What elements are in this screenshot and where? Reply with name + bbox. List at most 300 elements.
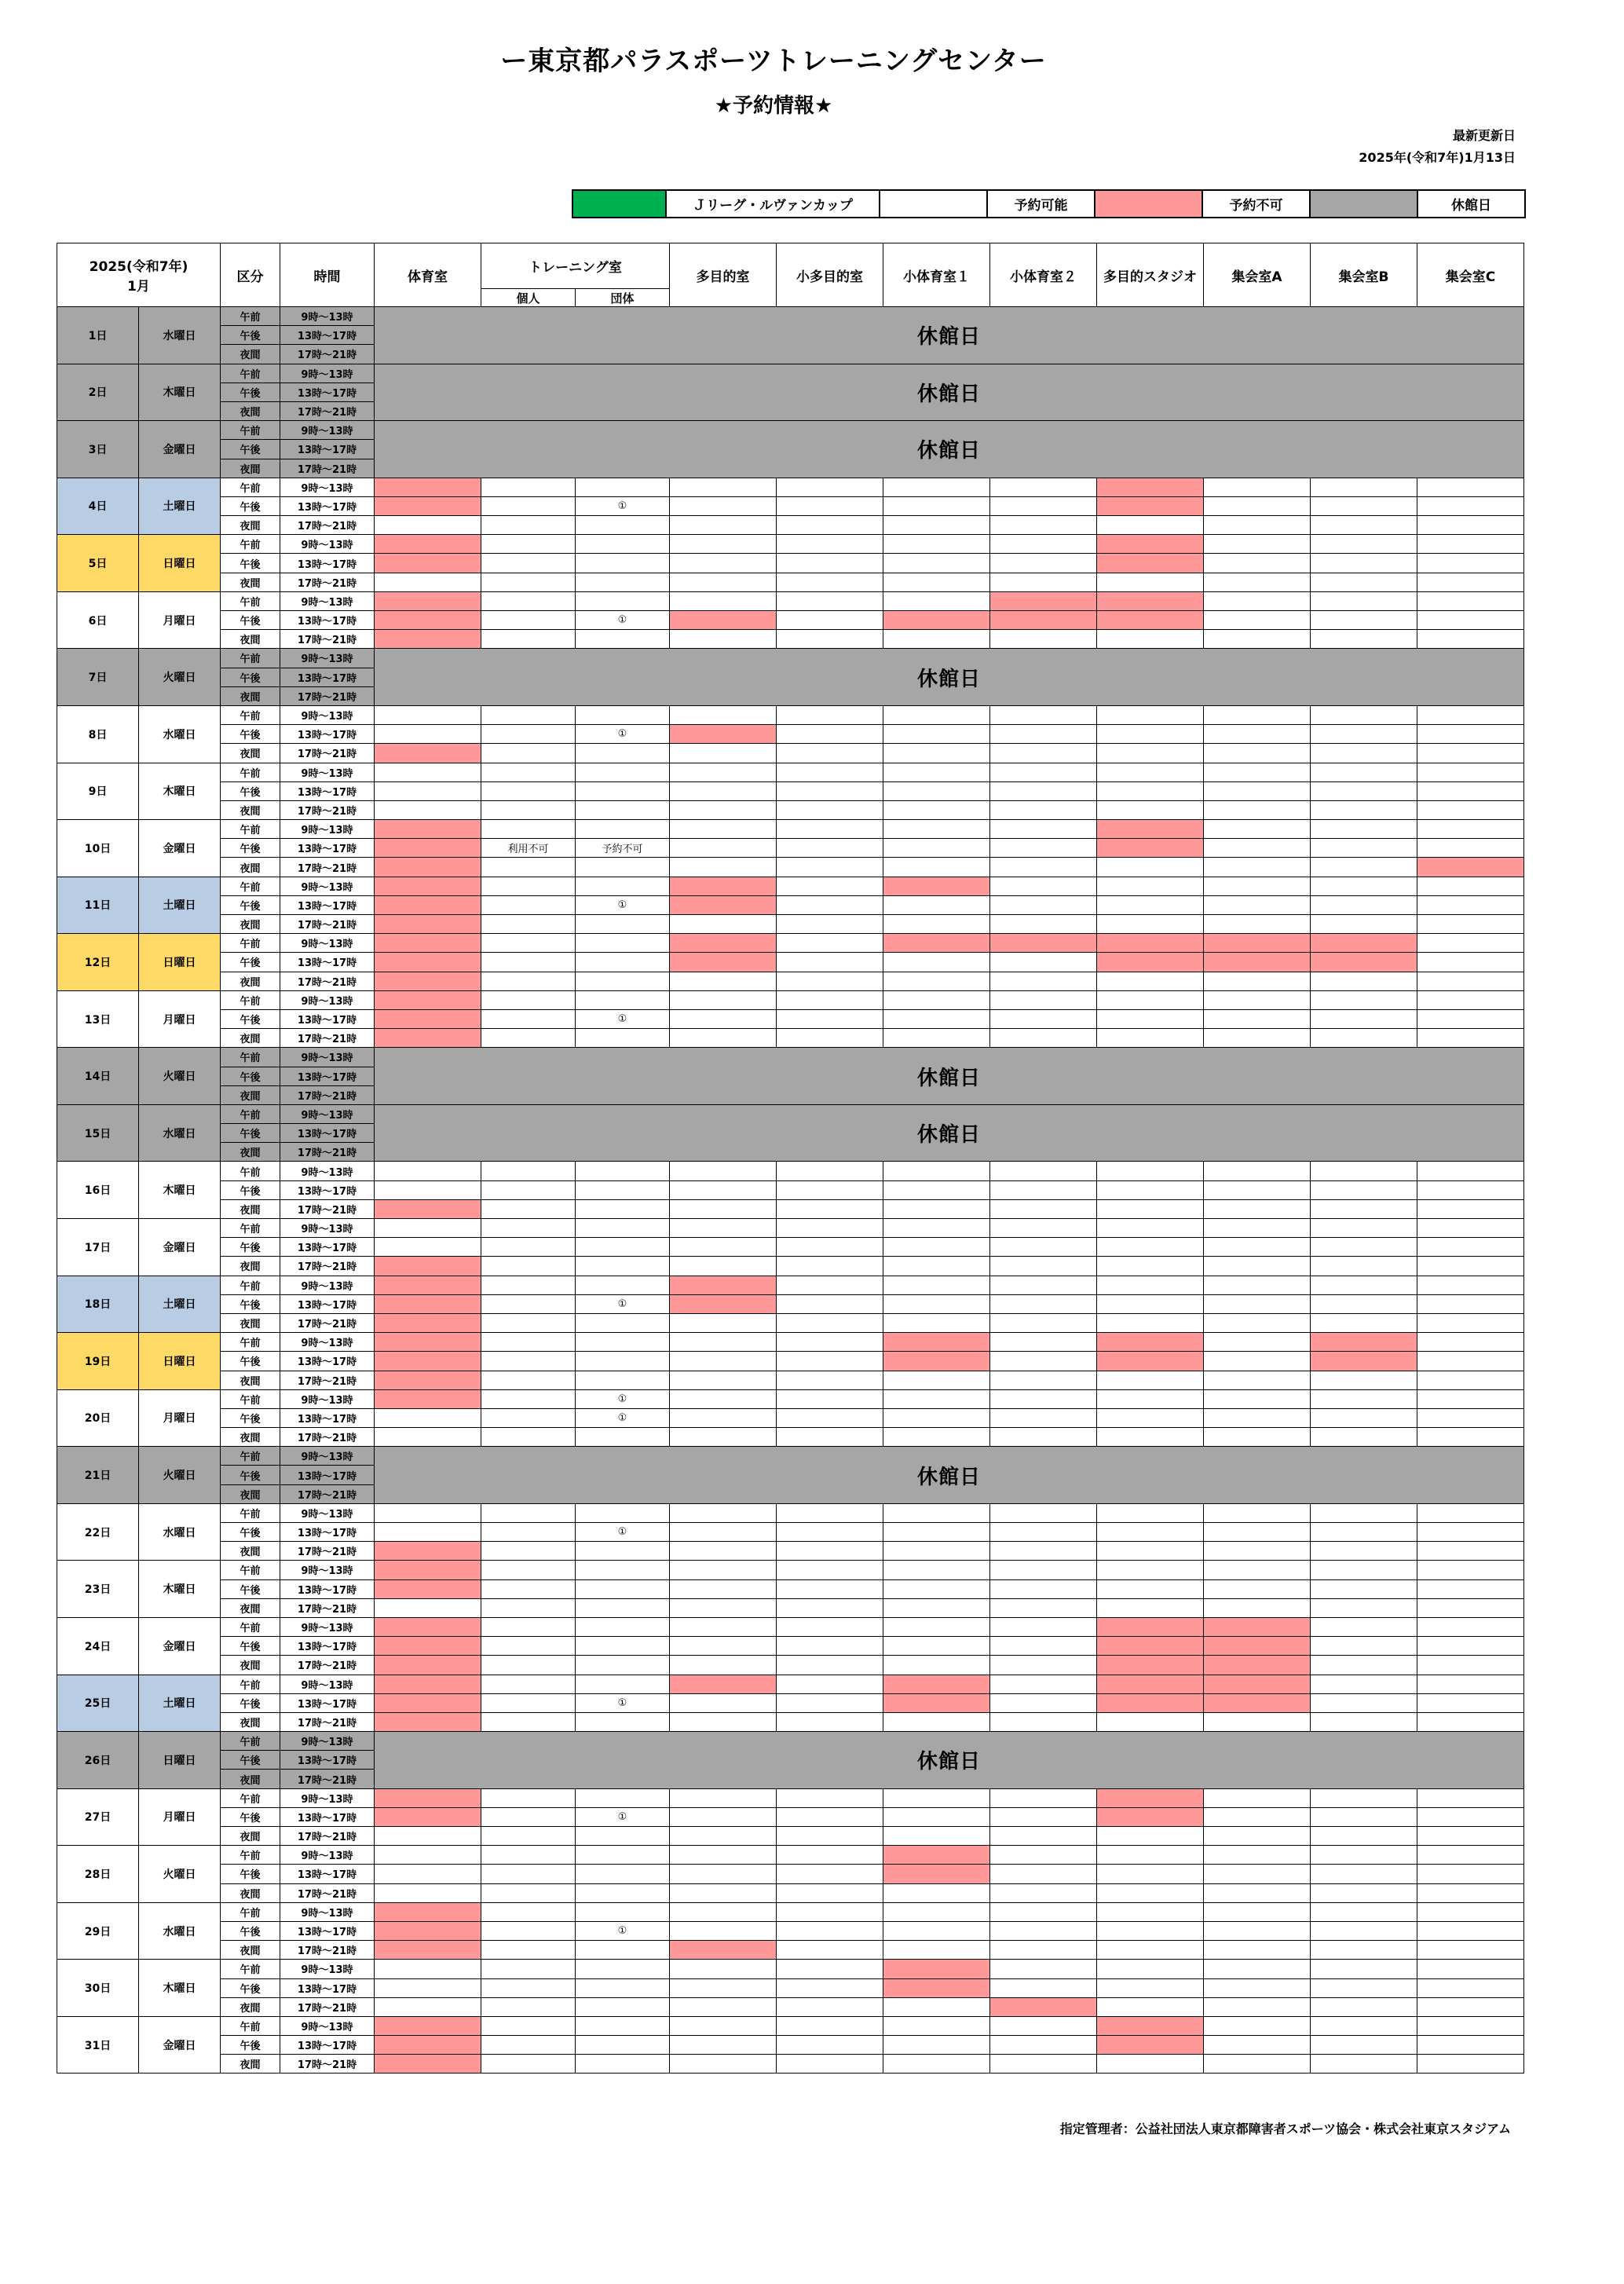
slot-cell[interactable]: [1311, 1542, 1417, 1561]
slot-cell[interactable]: [670, 1542, 777, 1561]
slot-cell-unavailable[interactable]: [375, 1257, 481, 1276]
slot-cell[interactable]: [1417, 1333, 1524, 1352]
slot-cell[interactable]: [670, 1865, 777, 1883]
slot-cell[interactable]: [1097, 895, 1204, 914]
slot-cell[interactable]: [375, 1162, 481, 1180]
slot-cell[interactable]: [1204, 895, 1311, 914]
slot-cell[interactable]: [1417, 1902, 1524, 1921]
slot-cell[interactable]: [990, 1408, 1097, 1427]
slot-cell[interactable]: [777, 1883, 883, 1902]
slot-cell[interactable]: [1417, 478, 1524, 496]
slot-cell[interactable]: [1417, 1219, 1524, 1238]
slot-cell[interactable]: [1204, 478, 1311, 496]
slot-cell[interactable]: [883, 478, 990, 496]
slot-cell[interactable]: [777, 1333, 883, 1352]
slot-cell[interactable]: [1311, 820, 1417, 839]
slot-cell[interactable]: [1097, 725, 1204, 744]
slot-cell[interactable]: [1097, 516, 1204, 535]
slot-cell[interactable]: [1311, 591, 1417, 610]
slot-cell-unavailable[interactable]: [375, 877, 481, 895]
slot-cell[interactable]: [1204, 1199, 1311, 1218]
slot-cell[interactable]: ①: [576, 1294, 670, 1313]
slot-cell[interactable]: [1204, 1238, 1311, 1257]
slot-cell[interactable]: [777, 763, 883, 781]
slot-cell-unavailable[interactable]: [375, 934, 481, 953]
slot-cell[interactable]: ①: [576, 496, 670, 515]
slot-cell-unavailable[interactable]: [1097, 820, 1204, 839]
slot-cell-unavailable[interactable]: [375, 1294, 481, 1313]
slot-cell-unavailable[interactable]: [1204, 1693, 1311, 1712]
slot-cell-unavailable[interactable]: [375, 1009, 481, 1028]
slot-cell[interactable]: [1417, 1693, 1524, 1712]
slot-cell[interactable]: [375, 1978, 481, 1997]
slot-cell[interactable]: [1204, 1883, 1311, 1902]
slot-cell[interactable]: [670, 1902, 777, 1921]
slot-cell[interactable]: [990, 573, 1097, 591]
slot-cell-unavailable[interactable]: [1097, 478, 1204, 496]
slot-cell[interactable]: [883, 1294, 990, 1313]
slot-cell[interactable]: [990, 535, 1097, 554]
slot-cell[interactable]: [883, 1503, 990, 1522]
slot-cell[interactable]: [777, 1276, 883, 1294]
slot-cell-unavailable[interactable]: [670, 1276, 777, 1294]
slot-cell[interactable]: [1097, 1276, 1204, 1294]
slot-cell[interactable]: [1097, 990, 1204, 1009]
slot-cell[interactable]: [481, 705, 576, 724]
slot-cell[interactable]: [883, 1389, 990, 1408]
slot-cell[interactable]: [1204, 725, 1311, 744]
slot-cell[interactable]: ①: [576, 1921, 670, 1940]
slot-cell[interactable]: [777, 591, 883, 610]
slot-cell[interactable]: [777, 1788, 883, 1807]
slot-cell[interactable]: [1417, 877, 1524, 895]
slot-cell[interactable]: [375, 573, 481, 591]
slot-cell[interactable]: [777, 744, 883, 763]
slot-cell[interactable]: [1417, 1579, 1524, 1598]
slot-cell[interactable]: [990, 1921, 1097, 1940]
slot-cell[interactable]: [481, 1428, 576, 1447]
slot-cell[interactable]: [1417, 1617, 1524, 1636]
slot-cell[interactable]: [670, 516, 777, 535]
slot-cell[interactable]: [481, 1788, 576, 1807]
slot-cell[interactable]: [1097, 1428, 1204, 1447]
slot-cell-unavailable[interactable]: [990, 611, 1097, 630]
slot-cell-unavailable[interactable]: [1097, 1333, 1204, 1352]
slot-cell[interactable]: [1204, 705, 1311, 724]
slot-cell[interactable]: [883, 1598, 990, 1617]
slot-cell[interactable]: [481, 1960, 576, 1978]
slot-cell[interactable]: [576, 1503, 670, 1522]
slot-cell[interactable]: [1204, 820, 1311, 839]
slot-cell[interactable]: [777, 1637, 883, 1656]
slot-cell[interactable]: [883, 554, 990, 573]
slot-cell[interactable]: [990, 1827, 1097, 1846]
slot-cell[interactable]: [576, 972, 670, 990]
slot-cell[interactable]: [777, 1408, 883, 1427]
slot-cell[interactable]: [1311, 516, 1417, 535]
slot-cell-unavailable[interactable]: [375, 1561, 481, 1579]
slot-cell[interactable]: [1204, 839, 1311, 858]
slot-cell[interactable]: [777, 1371, 883, 1389]
slot-cell[interactable]: [883, 2016, 990, 2035]
slot-cell[interactable]: [1204, 1827, 1311, 1846]
slot-cell[interactable]: [670, 1827, 777, 1846]
slot-cell[interactable]: [576, 1846, 670, 1865]
slot-cell[interactable]: [481, 763, 576, 781]
slot-cell[interactable]: [1097, 972, 1204, 990]
slot-cell[interactable]: [481, 1865, 576, 1883]
slot-cell-unavailable[interactable]: [670, 953, 777, 972]
slot-cell-unavailable[interactable]: [1097, 953, 1204, 972]
slot-cell[interactable]: [990, 1371, 1097, 1389]
slot-cell[interactable]: [576, 1637, 670, 1656]
slot-cell[interactable]: [481, 554, 576, 573]
slot-cell[interactable]: [481, 573, 576, 591]
slot-cell[interactable]: [670, 1029, 777, 1048]
slot-cell[interactable]: [576, 781, 670, 800]
slot-cell[interactable]: [1204, 1960, 1311, 1978]
slot-cell[interactable]: [1417, 554, 1524, 573]
slot-cell[interactable]: [481, 1978, 576, 1997]
slot-cell-unavailable[interactable]: [375, 895, 481, 914]
slot-cell[interactable]: [1417, 934, 1524, 953]
slot-cell[interactable]: [1097, 1503, 1204, 1522]
slot-cell[interactable]: ①: [576, 1408, 670, 1427]
slot-cell[interactable]: [883, 1313, 990, 1332]
slot-cell[interactable]: [1204, 1503, 1311, 1522]
slot-cell[interactable]: [576, 1257, 670, 1276]
slot-cell[interactable]: [375, 800, 481, 819]
slot-cell[interactable]: [1311, 1997, 1417, 2016]
slot-cell[interactable]: [990, 1428, 1097, 1447]
slot-cell[interactable]: [883, 535, 990, 554]
slot-cell[interactable]: [1311, 1257, 1417, 1276]
slot-cell-unavailable[interactable]: [1097, 591, 1204, 610]
slot-cell[interactable]: [1417, 744, 1524, 763]
slot-cell-unavailable[interactable]: [375, 1807, 481, 1826]
slot-cell-unavailable[interactable]: [1097, 1675, 1204, 1693]
slot-cell[interactable]: [670, 1352, 777, 1371]
slot-cell[interactable]: [576, 1598, 670, 1617]
slot-cell-unavailable[interactable]: [375, 744, 481, 763]
slot-cell[interactable]: [990, 1693, 1097, 1712]
slot-cell-unavailable[interactable]: [1311, 934, 1417, 953]
slot-cell[interactable]: [481, 781, 576, 800]
slot-cell[interactable]: [1417, 1656, 1524, 1675]
slot-cell[interactable]: [777, 839, 883, 858]
slot-cell[interactable]: [670, 1333, 777, 1352]
slot-cell[interactable]: [481, 895, 576, 914]
slot-cell[interactable]: [670, 858, 777, 877]
slot-cell[interactable]: [1097, 1313, 1204, 1332]
slot-cell[interactable]: [576, 2016, 670, 2035]
slot-cell[interactable]: [576, 1827, 670, 1846]
slot-cell[interactable]: [1311, 1371, 1417, 1389]
slot-cell[interactable]: [883, 1428, 990, 1447]
slot-cell[interactable]: [670, 800, 777, 819]
slot-cell-unavailable[interactable]: [375, 1199, 481, 1218]
slot-cell[interactable]: [670, 535, 777, 554]
slot-cell[interactable]: [481, 1712, 576, 1731]
slot-cell[interactable]: [990, 1561, 1097, 1579]
slot-cell-unavailable[interactable]: [375, 496, 481, 515]
slot-cell[interactable]: [1417, 1827, 1524, 1846]
slot-cell[interactable]: [481, 1352, 576, 1371]
slot-cell[interactable]: [1097, 1389, 1204, 1408]
slot-cell-unavailable[interactable]: [1204, 1617, 1311, 1636]
slot-cell[interactable]: [990, 1503, 1097, 1522]
slot-cell[interactable]: [1097, 1162, 1204, 1180]
slot-cell[interactable]: [883, 1257, 990, 1276]
slot-cell-unavailable[interactable]: [375, 839, 481, 858]
slot-cell[interactable]: [883, 1941, 990, 1960]
slot-cell[interactable]: [375, 1238, 481, 1257]
slot-cell[interactable]: [1417, 1180, 1524, 1199]
slot-cell[interactable]: [990, 1978, 1097, 1997]
slot-cell[interactable]: [777, 1389, 883, 1408]
slot-cell[interactable]: [883, 1542, 990, 1561]
slot-cell[interactable]: [1204, 915, 1311, 934]
slot-cell-unavailable[interactable]: [883, 1352, 990, 1371]
slot-cell[interactable]: [1417, 516, 1524, 535]
slot-cell-unavailable[interactable]: [1204, 1637, 1311, 1656]
slot-cell[interactable]: [1417, 630, 1524, 649]
slot-cell[interactable]: [481, 496, 576, 515]
slot-cell[interactable]: [1204, 1561, 1311, 1579]
slot-cell[interactable]: [1097, 1883, 1204, 1902]
slot-cell[interactable]: [1311, 1313, 1417, 1332]
slot-cell-unavailable[interactable]: [1311, 1333, 1417, 1352]
slot-cell[interactable]: [990, 1617, 1097, 1636]
slot-cell[interactable]: [576, 1941, 670, 1960]
slot-cell[interactable]: [1204, 1294, 1311, 1313]
slot-cell[interactable]: [990, 1238, 1097, 1257]
slot-cell[interactable]: [777, 800, 883, 819]
slot-cell[interactable]: [1204, 1941, 1311, 1960]
slot-cell[interactable]: [883, 1807, 990, 1826]
slot-cell[interactable]: [777, 1941, 883, 1960]
slot-cell[interactable]: [1311, 2036, 1417, 2055]
slot-cell[interactable]: [481, 1162, 576, 1180]
slot-cell[interactable]: [777, 820, 883, 839]
slot-cell[interactable]: [481, 934, 576, 953]
slot-cell[interactable]: [1311, 1276, 1417, 1294]
slot-cell[interactable]: [576, 1712, 670, 1731]
slot-cell[interactable]: [883, 1238, 990, 1257]
slot-cell[interactable]: [1417, 1352, 1524, 1371]
slot-cell[interactable]: [1097, 1408, 1204, 1427]
slot-cell[interactable]: [1417, 820, 1524, 839]
slot-cell[interactable]: [1311, 1180, 1417, 1199]
slot-cell[interactable]: [1417, 1162, 1524, 1180]
slot-cell[interactable]: [1097, 1712, 1204, 1731]
slot-cell[interactable]: [883, 1827, 990, 1846]
slot-cell[interactable]: [481, 1637, 576, 1656]
slot-cell-unavailable[interactable]: [883, 1960, 990, 1978]
slot-cell[interactable]: [1417, 1523, 1524, 1542]
slot-cell[interactable]: [375, 763, 481, 781]
slot-cell-unavailable[interactable]: [375, 554, 481, 573]
slot-cell[interactable]: [481, 2016, 576, 2035]
slot-cell-unavailable[interactable]: [1097, 1807, 1204, 1826]
slot-cell[interactable]: [670, 1371, 777, 1389]
slot-cell[interactable]: [1311, 535, 1417, 554]
slot-cell[interactable]: [481, 1313, 576, 1332]
slot-cell-unavailable[interactable]: [883, 1693, 990, 1712]
slot-cell[interactable]: [1204, 1712, 1311, 1731]
slot-cell[interactable]: [1311, 763, 1417, 781]
slot-cell[interactable]: [990, 1294, 1097, 1313]
slot-cell-unavailable[interactable]: [375, 1693, 481, 1712]
slot-cell[interactable]: [576, 573, 670, 591]
slot-cell[interactable]: [777, 1257, 883, 1276]
slot-cell[interactable]: [990, 781, 1097, 800]
slot-cell[interactable]: [670, 915, 777, 934]
slot-cell[interactable]: [990, 478, 1097, 496]
slot-cell[interactable]: [1097, 781, 1204, 800]
slot-cell[interactable]: [1417, 1428, 1524, 1447]
slot-cell[interactable]: [883, 781, 990, 800]
slot-cell[interactable]: [481, 1846, 576, 1865]
slot-cell[interactable]: [1417, 1238, 1524, 1257]
slot-cell[interactable]: [1204, 858, 1311, 877]
slot-cell-unavailable[interactable]: [375, 2016, 481, 2035]
slot-cell[interactable]: [670, 1712, 777, 1731]
slot-cell-unavailable[interactable]: [375, 1389, 481, 1408]
slot-cell[interactable]: [1311, 478, 1417, 496]
slot-cell[interactable]: [670, 1389, 777, 1408]
slot-cell-unavailable[interactable]: [1097, 611, 1204, 630]
slot-cell-unavailable[interactable]: [883, 877, 990, 895]
slot-cell[interactable]: [990, 725, 1097, 744]
slot-cell[interactable]: [1204, 591, 1311, 610]
slot-cell[interactable]: [990, 1656, 1097, 1675]
slot-cell[interactable]: [883, 516, 990, 535]
slot-cell[interactable]: [1311, 1712, 1417, 1731]
slot-cell[interactable]: [576, 820, 670, 839]
slot-cell[interactable]: 利用不可: [481, 839, 576, 858]
slot-cell[interactable]: [375, 1865, 481, 1883]
slot-cell[interactable]: [1204, 1542, 1311, 1561]
slot-cell[interactable]: [576, 1561, 670, 1579]
slot-cell[interactable]: [1311, 1827, 1417, 1846]
slot-cell[interactable]: [481, 1675, 576, 1693]
slot-cell-unavailable[interactable]: [375, 478, 481, 496]
slot-cell[interactable]: [1311, 781, 1417, 800]
slot-cell-unavailable[interactable]: [375, 820, 481, 839]
slot-cell[interactable]: [670, 1960, 777, 1978]
slot-cell[interactable]: [375, 1428, 481, 1447]
slot-cell[interactable]: [1311, 573, 1417, 591]
slot-cell[interactable]: [777, 1675, 883, 1693]
slot-cell[interactable]: [1417, 1978, 1524, 1997]
slot-cell[interactable]: [481, 1009, 576, 1028]
slot-cell[interactable]: [990, 1029, 1097, 1048]
slot-cell[interactable]: [883, 1637, 990, 1656]
slot-cell[interactable]: [883, 1276, 990, 1294]
slot-cell[interactable]: [481, 1598, 576, 1617]
slot-cell-unavailable[interactable]: [883, 1978, 990, 1997]
slot-cell-unavailable[interactable]: [990, 1997, 1097, 2016]
slot-cell-unavailable[interactable]: [670, 934, 777, 953]
slot-cell[interactable]: [576, 2055, 670, 2074]
slot-cell[interactable]: [990, 1712, 1097, 1731]
slot-cell[interactable]: [481, 611, 576, 630]
slot-cell[interactable]: [990, 915, 1097, 934]
slot-cell[interactable]: [990, 839, 1097, 858]
slot-cell-unavailable[interactable]: [1097, 1637, 1204, 1656]
slot-cell[interactable]: 予約不可: [576, 839, 670, 858]
slot-cell[interactable]: [990, 1637, 1097, 1656]
slot-cell[interactable]: [1097, 1219, 1204, 1238]
slot-cell[interactable]: [1417, 1561, 1524, 1579]
slot-cell[interactable]: [1204, 496, 1311, 515]
slot-cell[interactable]: [670, 1579, 777, 1598]
slot-cell[interactable]: [777, 535, 883, 554]
slot-cell[interactable]: [1097, 1199, 1204, 1218]
slot-cell[interactable]: [481, 800, 576, 819]
slot-cell[interactable]: [670, 1503, 777, 1522]
slot-cell[interactable]: [481, 1693, 576, 1712]
slot-cell[interactable]: [1204, 2036, 1311, 2055]
slot-cell[interactable]: [481, 1371, 576, 1389]
slot-cell[interactable]: [1311, 1883, 1417, 1902]
slot-cell[interactable]: [1311, 895, 1417, 914]
slot-cell[interactable]: [777, 1978, 883, 1997]
slot-cell-unavailable[interactable]: [375, 535, 481, 554]
slot-cell[interactable]: [1311, 1408, 1417, 1427]
slot-cell[interactable]: [777, 1598, 883, 1617]
slot-cell[interactable]: [777, 1029, 883, 1048]
slot-cell-unavailable[interactable]: [670, 1675, 777, 1693]
slot-cell[interactable]: [1204, 1807, 1311, 1826]
slot-cell[interactable]: [990, 2055, 1097, 2074]
slot-cell[interactable]: [1097, 1180, 1204, 1199]
slot-cell[interactable]: [576, 1902, 670, 1921]
slot-cell[interactable]: [990, 1846, 1097, 1865]
slot-cell[interactable]: [990, 953, 1097, 972]
slot-cell[interactable]: [777, 1579, 883, 1598]
slot-cell[interactable]: [883, 915, 990, 934]
slot-cell[interactable]: [777, 1656, 883, 1675]
slot-cell[interactable]: [1097, 763, 1204, 781]
slot-cell[interactable]: [883, 591, 990, 610]
slot-cell[interactable]: [1417, 705, 1524, 724]
slot-cell[interactable]: [481, 1199, 576, 1218]
slot-cell[interactable]: [1204, 1029, 1311, 1048]
slot-cell[interactable]: [670, 1257, 777, 1276]
slot-cell-unavailable[interactable]: [670, 1941, 777, 1960]
slot-cell[interactable]: [1311, 1523, 1417, 1542]
slot-cell[interactable]: [481, 820, 576, 839]
slot-cell[interactable]: [576, 1997, 670, 2016]
slot-cell[interactable]: [1311, 1656, 1417, 1675]
slot-cell[interactable]: [670, 1199, 777, 1218]
slot-cell[interactable]: [481, 1029, 576, 1048]
slot-cell[interactable]: [777, 1219, 883, 1238]
slot-cell-unavailable[interactable]: [375, 1675, 481, 1693]
slot-cell[interactable]: [990, 1865, 1097, 1883]
slot-cell[interactable]: [576, 1428, 670, 1447]
slot-cell[interactable]: [576, 1883, 670, 1902]
slot-cell[interactable]: [777, 1712, 883, 1731]
slot-cell[interactable]: [883, 630, 990, 649]
slot-cell-unavailable[interactable]: [1311, 953, 1417, 972]
slot-cell[interactable]: ①: [576, 1807, 670, 1826]
slot-cell[interactable]: [1417, 1846, 1524, 1865]
slot-cell[interactable]: [1097, 1561, 1204, 1579]
slot-cell[interactable]: [670, 1693, 777, 1712]
